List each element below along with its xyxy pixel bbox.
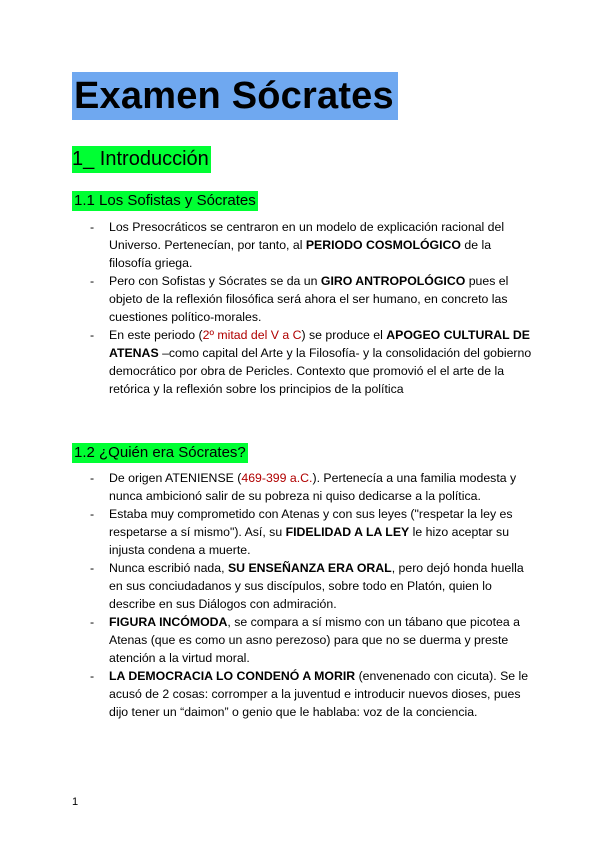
- list-item: - LA DEMOCRACIA LO CONDENÓ A MORIR (envenenado con cicuta). Se le acusó de 2 cosas: corromper a la juventud e introducir nuevos dioses, pues dijo tener un “daimon” o genio que le hablaba: voz de la conciencia.: [90, 669, 529, 719]
- list-item: - FIGURA INCÓMODA, se compara a sí mismo con un tábano que picotea a Atenas (que es como un asno perezoso) para que no se duerma y preste atención a la virtud moral.: [90, 615, 520, 665]
- key-term: LA DEMOCRACIA LO CONDENÓ A MORIR: [109, 669, 356, 683]
- key-term: FIGURA INCÓMODA: [109, 615, 228, 629]
- bullet-dash: -: [90, 669, 95, 683]
- document-title: Examen Sócrates: [72, 72, 398, 120]
- list-item: - Los Presocráticos se centraron en un modelo de explicación racional del Universo. Pertenecían, por tanto, al PERIODO COSMOLÓGICO de la filosofía griega.: [90, 220, 505, 270]
- list-item: - Estaba muy comprometido con Atenas y con sus leyes ("respetar la ley es respetarse a sí mismo"). Así, su FIDELIDAD A LA LEY le hizo aceptar su injusta condena a muerte.: [90, 507, 513, 557]
- subheading-quien-era-socrates: 1.2 ¿Quién era Sócrates?: [74, 444, 246, 461]
- subheading-sofistas-socrates: 1.1 Los Sofistas y Sócrates: [74, 192, 256, 209]
- date-highlight: 2º mitad del V a C: [202, 328, 302, 342]
- key-term: FIDELIDAD A LA LEY: [285, 525, 410, 539]
- list-quien-era-socrates: [90, 469, 535, 721]
- bullet-dash: -: [90, 615, 95, 629]
- key-term: APOGEO CULTURAL DE ATENAS: [109, 328, 530, 360]
- key-term: PERIODO COSMOLÓGICO: [305, 238, 461, 252]
- bullet-dash: -: [90, 471, 95, 485]
- list-item: - De origen ATENIENSE (469-399 a.C.). Pertenecía a una familia modesta y nunca ambicionó salir de su pobreza ni quiso dedicarse a la política.: [90, 471, 517, 503]
- list-item: - Pero con Sofistas y Sócrates se da un GIRO ANTROPOLÓGICO pues el objeto de la reflexión filosófica será ahora el ser humano, en concreto las cuestiones político-morales.: [90, 274, 509, 324]
- key-term: SU ENSEÑANZA ERA ORAL: [227, 561, 392, 575]
- page-number: 1: [72, 796, 79, 808]
- list-item: - Nunca escribió nada, SU ENSEÑANZA ERA ORAL, pero dejó honda huella en sus conciudadanos y sus discípulos, sobre todo en Platón, quien lo describe en sus Diálogos con admiración.: [90, 561, 524, 611]
- date-highlight: 469-399 a.C.: [241, 471, 313, 485]
- bullet-dash: -: [90, 561, 95, 575]
- list-sofistas-socrates: [90, 218, 535, 398]
- key-term: GIRO ANTROPOLÓGICO: [320, 274, 466, 288]
- bullet-dash: -: [90, 328, 95, 342]
- list-item: - En este periodo (2º mitad del V a C) se produce el APOGEO CULTURAL DE ATENAS –como capital del Arte y la Filosofía- y la consolidación del gobierno democrático por obra de Pericles. Contexto que promovió el el arte de la retórica y la reflexión sobre los principios de la política: [90, 328, 532, 396]
- section-heading-introduccion: 1_ Introducción: [72, 146, 211, 173]
- bullet-dash: -: [90, 220, 95, 234]
- bullet-dash: -: [90, 507, 95, 521]
- bullet-dash: -: [90, 274, 95, 288]
